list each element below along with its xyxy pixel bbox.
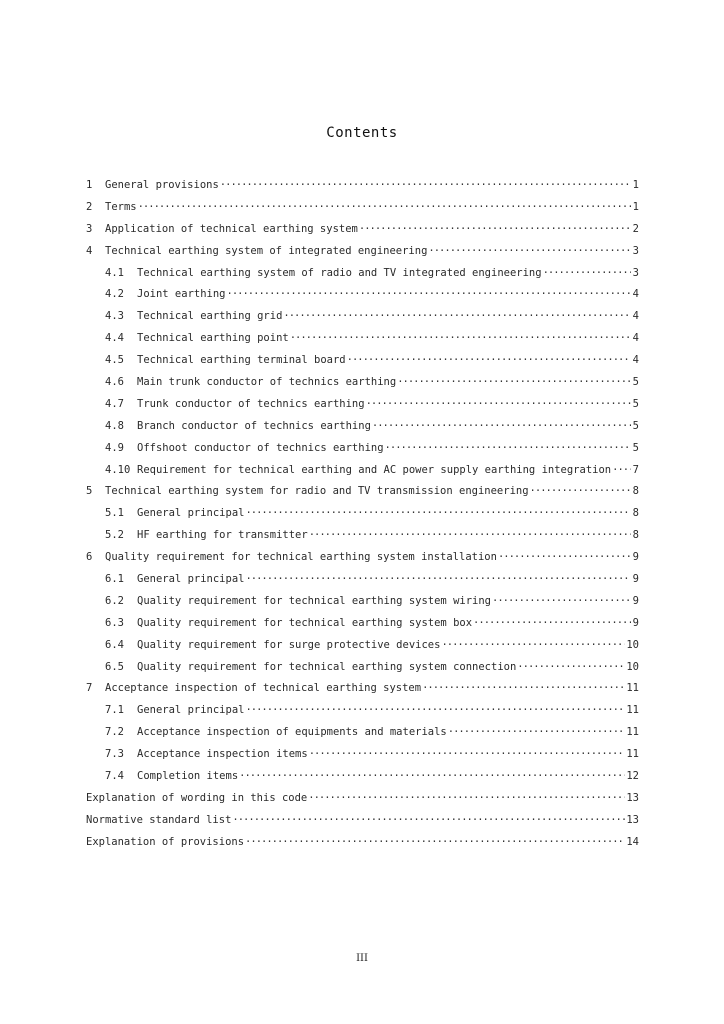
toc-entry-number: 5.1	[105, 507, 124, 520]
toc-entry[interactable]	[86, 766, 639, 788]
toc-entry[interactable]	[86, 722, 639, 744]
toc-dot-leader	[245, 503, 631, 525]
toc-entry-page: 11	[626, 726, 639, 739]
toc-dot-leader	[428, 241, 631, 263]
toc-entry-number: 4.4	[105, 332, 124, 345]
toc-entry[interactable]	[86, 700, 639, 722]
toc-dot-leader	[308, 788, 625, 810]
page-title: Contents	[326, 125, 398, 141]
toc-entry[interactable]	[86, 569, 639, 591]
toc-entry-page: 3	[632, 266, 639, 279]
toc-entry-page: 4	[632, 332, 639, 345]
toc-entry-title: Technical earthing system of radio and TV integrated engineering	[137, 266, 542, 279]
toc-entry-title: Technical earthing system for radio and TV transmission engineering	[105, 485, 529, 498]
toc-entry-page: 8	[632, 529, 639, 542]
toc-entry-page: 5	[632, 441, 639, 454]
toc-entry-title: Explanation of provisions	[86, 835, 245, 848]
toc-entry[interactable]	[86, 394, 639, 416]
toc-entry[interactable]	[86, 832, 639, 854]
toc-entry-title: Branch conductor of technics earthing	[137, 419, 371, 432]
toc-dot-leader	[245, 569, 631, 591]
toc-entry-page: 13	[626, 813, 639, 826]
toc-entry-title: General principal	[137, 704, 245, 717]
toc-entry-page: 8	[632, 485, 639, 498]
toc-entry-number: 6.2	[105, 594, 124, 607]
toc-entry-page: 10	[626, 638, 639, 651]
toc-entry[interactable]	[86, 788, 639, 810]
toc-entry-number: 7.2	[105, 726, 124, 739]
toc-entry-number: 6	[86, 551, 93, 564]
toc-dot-leader	[239, 766, 625, 788]
toc-entry-page: 9	[632, 573, 639, 586]
toc-entry-title: Offshoot conductor of technics earthing	[137, 441, 384, 454]
toc-entry-number: 4.7	[105, 397, 124, 410]
toc-entry-title: Terms	[105, 200, 137, 213]
toc-entry-number: 4.8	[105, 419, 124, 432]
toc-entry[interactable]	[86, 284, 639, 306]
toc-entry-page: 1	[632, 200, 639, 213]
toc-entry-page: 11	[626, 682, 639, 695]
toc-dot-leader	[441, 635, 625, 657]
toc-entry-number: 4.10	[105, 463, 131, 476]
toc-entry-number: 6.5	[105, 660, 124, 673]
toc-entry-title: Quality requirement for technical earthing system box	[137, 616, 473, 629]
toc-entry-title: General principal	[137, 507, 245, 520]
toc-dot-leader	[372, 416, 631, 438]
page-number: III	[356, 953, 368, 964]
toc-entry-title: Technical earthing point	[137, 332, 289, 345]
toc-dot-leader	[359, 219, 631, 241]
toc-dot-leader	[543, 263, 631, 285]
toc-dot-leader	[498, 547, 631, 569]
toc-entry-title: Quality requirement for technical earthing system connection	[137, 660, 517, 673]
toc-entry-title: Trunk conductor of technics earthing	[137, 397, 365, 410]
toc-entry-number: 2	[86, 200, 93, 213]
toc-entry-title: Explanation of wording in this code	[86, 791, 308, 804]
toc-entry-title: Acceptance inspection items	[137, 748, 308, 761]
toc-entry-title: Technical earthing grid	[137, 310, 283, 323]
toc-entry-title: HF earthing for transmitter	[137, 529, 308, 542]
toc-entry-number: 1	[86, 179, 93, 191]
toc-entry-page: 12	[626, 770, 639, 783]
toc-entry[interactable]	[86, 591, 639, 613]
toc-entry-number: 5.2	[105, 529, 124, 542]
toc-dot-leader	[309, 525, 631, 547]
toc-entry-title: Quality requirement for surge protective devices	[137, 638, 441, 651]
toc-entry-number: 5	[86, 485, 93, 498]
toc-entry-title: General principal	[137, 573, 245, 586]
toc-entry-page: 1	[632, 179, 639, 191]
toc-dot-leader	[612, 460, 631, 482]
toc-entry-page: 5	[632, 397, 639, 410]
toc-entry-page: 3	[632, 244, 639, 257]
toc-entry-number: 6.3	[105, 616, 124, 629]
toc-entry-page: 2	[632, 222, 639, 235]
toc-dot-leader	[283, 306, 631, 328]
toc-entry[interactable]	[86, 328, 639, 350]
toc-entry-number: 6.4	[105, 638, 124, 651]
toc-dot-leader	[138, 197, 631, 219]
toc-entry-title: Technical earthing system of integrated engineering	[105, 244, 428, 257]
toc-entry-page: 11	[626, 704, 639, 717]
toc-entry-page: 4	[632, 310, 639, 323]
toc-entry[interactable]	[86, 547, 639, 569]
toc-entry-title: Joint earthing	[137, 288, 226, 301]
toc-entry-number: 4	[86, 244, 93, 257]
toc-entry-title: Acceptance inspection of equipments and materials	[137, 726, 447, 739]
toc-entry-title: Quality requirement for technical earthing system wiring	[137, 594, 492, 607]
toc-entry-page: 4	[632, 288, 639, 301]
toc-entry-page: 13	[626, 791, 639, 804]
toc-entry[interactable]	[86, 460, 639, 482]
toc-dot-leader	[245, 832, 625, 854]
toc-entry-number: 4.6	[105, 376, 124, 389]
toc-entry-title: Quality requirement for technical earthing system installation	[105, 551, 497, 564]
toc-dot-leader	[232, 810, 625, 832]
toc-dot-leader	[517, 657, 625, 679]
toc-entry-page: 7	[632, 463, 639, 476]
toc-entry-number: 7.4	[105, 770, 124, 783]
toc-entry-page: 8	[632, 507, 639, 520]
toc-entry-title: Technical earthing terminal board	[137, 354, 346, 367]
toc-entry[interactable]	[86, 416, 639, 438]
toc-entry[interactable]	[86, 197, 639, 219]
toc-entry-page: 4	[632, 354, 639, 367]
toc-dot-leader	[422, 678, 625, 700]
toc-entry-page: 9	[632, 594, 639, 607]
toc-dot-leader	[473, 613, 631, 635]
toc-entry-page: 5	[632, 376, 639, 389]
toc-entry-number: 4.5	[105, 354, 124, 367]
toc-entry-page: 9	[632, 616, 639, 629]
toc-entry[interactable]	[86, 744, 639, 766]
toc-dot-leader	[492, 591, 631, 613]
toc-entry-number: 4.2	[105, 288, 124, 301]
toc-dot-leader	[309, 744, 626, 766]
toc-entry-number: 6.1	[105, 573, 124, 586]
toc-entry-title: Application of technical earthing system	[105, 222, 358, 235]
toc-entry[interactable]	[86, 438, 639, 460]
toc-entry-number: 3	[86, 222, 93, 235]
toc-dot-leader	[220, 175, 631, 197]
toc-entry[interactable]	[86, 503, 639, 525]
toc-entry-page: 5	[632, 419, 639, 432]
toc-entry-page: 10	[626, 660, 639, 673]
toc-entry-title: Completion items	[137, 770, 239, 783]
toc-entry-number: 4.9	[105, 441, 124, 454]
toc-entry[interactable]	[86, 241, 639, 263]
toc-dot-leader	[366, 394, 631, 416]
table-of-contents	[86, 175, 639, 854]
toc-entry[interactable]	[86, 263, 639, 285]
toc-entry[interactable]	[86, 635, 639, 657]
toc-dot-leader	[245, 700, 625, 722]
toc-dot-leader	[448, 722, 626, 744]
toc-entry-page: 9	[632, 551, 639, 564]
toc-entry-number: 4.1	[105, 266, 124, 279]
toc-entry[interactable]	[86, 350, 639, 372]
toc-dot-leader	[397, 372, 631, 394]
toc-entry-title: Main trunk conductor of technics earthing	[137, 376, 397, 389]
toc-entry-number: 4.3	[105, 310, 124, 323]
toc-entry-title: General provisions	[105, 179, 219, 191]
toc-entry-title: Normative standard list	[86, 813, 232, 826]
toc-dot-leader	[385, 438, 631, 460]
toc-dot-leader	[227, 284, 631, 306]
toc-entry[interactable]	[86, 810, 639, 832]
toc-entry[interactable]	[86, 657, 639, 679]
toc-dot-leader	[530, 481, 631, 503]
toc-entry-number: 7.1	[105, 704, 124, 717]
toc-entry[interactable]	[86, 306, 639, 328]
toc-entry-number: 7.3	[105, 748, 124, 761]
toc-entry-page: 11	[626, 748, 639, 761]
toc-entry-number: 7	[86, 682, 93, 695]
toc-entry[interactable]	[86, 481, 639, 503]
toc-entry[interactable]	[86, 525, 639, 547]
toc-entry[interactable]	[86, 678, 639, 700]
toc-dot-leader	[347, 350, 631, 372]
toc-entry[interactable]	[86, 613, 639, 635]
toc-entry-page: 14	[626, 835, 639, 848]
toc-dot-leader	[290, 328, 631, 350]
toc-entry[interactable]	[86, 219, 639, 241]
toc-entry[interactable]	[86, 175, 639, 197]
toc-entry-title: Acceptance inspection of technical earthing system	[105, 682, 422, 695]
toc-entry-title: Requirement for technical earthing and AC power supply earthing integration	[137, 463, 612, 476]
toc-entry[interactable]	[86, 372, 639, 394]
